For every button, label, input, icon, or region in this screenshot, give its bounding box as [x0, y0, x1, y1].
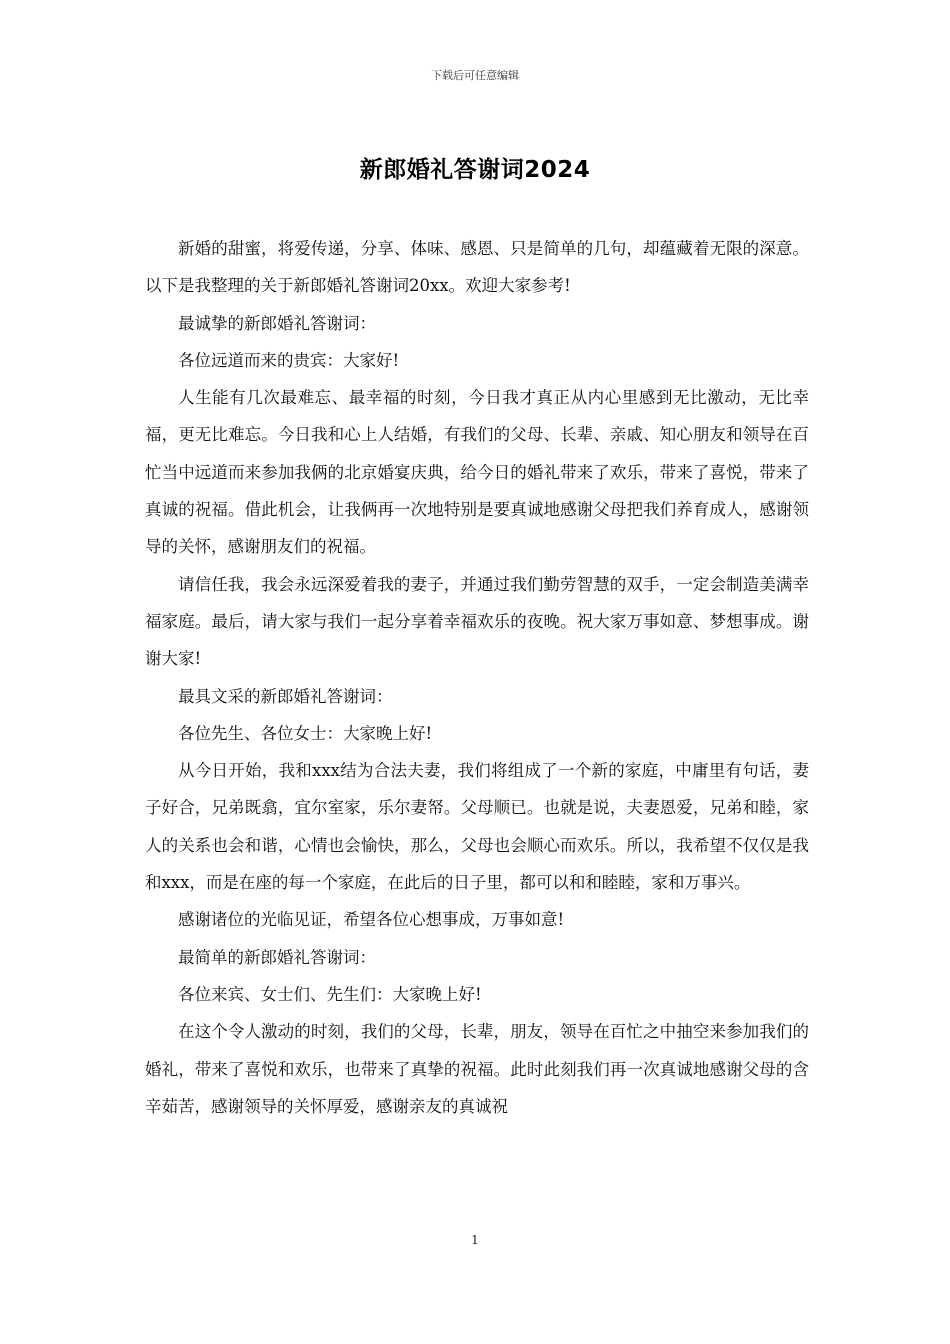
greeting-evening: 各位来宾、女士们、先生们：大家晚上好! — [178, 984, 482, 1004]
paragraph-speech-1: 人生能有几次最难忘、最幸福的时刻，今日我才真正从内心里感到无比激动，无比幸福，更无比难忘。今日我和心上人结婚，有我们的父母、长辈、亲戚、知心朋友和领导在百忙当中远道而来参加我俩的北京婚宴庆典，给今日的婚礼带来了欢乐，带来了喜悦，带来了真诚的祝福。借此机会，让我俩再一次地特别是要真诚地感谢父母把我们养育成人，感谢领导的关怀，感谢朋友们的祝福。 — [145, 388, 809, 557]
paragraph-speech-2: 请信任我，我会永远深爱着我的妻子，并通过我们勤劳智慧的双手，一定会制造美满幸福家庭。最后，请大家与我们一起分享着幸福欢乐的夜晚。祝大家万事如意、梦想事成。谢谢大家! — [145, 574, 809, 669]
section-heading-simple: 最简单的新郎婚礼答谢词： — [178, 947, 376, 967]
greeting-guests: 各位远道而来的贵宾：大家好! — [178, 350, 400, 370]
paragraph-speech-3: 从今日开始，我和xxx结为合法夫妻，我们将组成了一个新的家庭，中庸里有句话，妻子好合，兄弟既翕，宜尔室家，乐尔妻帑。父母顺已。也就是说，夫妻恩爱，兄弟和睦，家人的关系也会和谐，心情也会愉快，那么，父母也会顺心而欢乐。所以，我希望不仅仅是我和xxx，而是在座的每一个家庭，在此后的日子里，都可以和和睦睦，家和万事兴。 — [145, 761, 809, 893]
header-note: 下载后可任意编辑 — [431, 69, 519, 82]
paragraph-speech-4: 感谢诸位的光临见证，希望各位心想事成，万事如意! — [178, 910, 565, 930]
section-heading-sincere: 最诚挚的新郎婚礼答谢词： — [178, 313, 376, 333]
page-number: 1 — [471, 1233, 479, 1247]
greeting-ladies-gentlemen: 各位先生、各位女士：大家晚上好! — [178, 723, 433, 743]
document-title: 新郎婚礼答谢词2024 — [359, 157, 591, 183]
paragraph-speech-5: 在这个令人激动的时刻，我们的父母，长辈，朋友，领导在百忙之中抽空来参加我们的婚礼，带来了喜悦和欢乐，也带来了真挚的祝福。此时此刻我们再一次真诚地感谢父母的含辛茹苦，感谢领导的关怀厚爱，感谢亲友的真诚祝 — [145, 1022, 809, 1116]
section-heading-literary: 最具文采的新郎婚礼答谢词： — [178, 686, 393, 706]
document-body — [145, 230, 809, 1125]
paragraph-intro: 新婚的甜蜜，将爱传递，分享、体味、感恩、只是简单的几句，却蕴藏着无限的深意。以下是我整理的关于新郎婚礼答谢词20xx。欢迎大家参考! — [145, 239, 809, 296]
